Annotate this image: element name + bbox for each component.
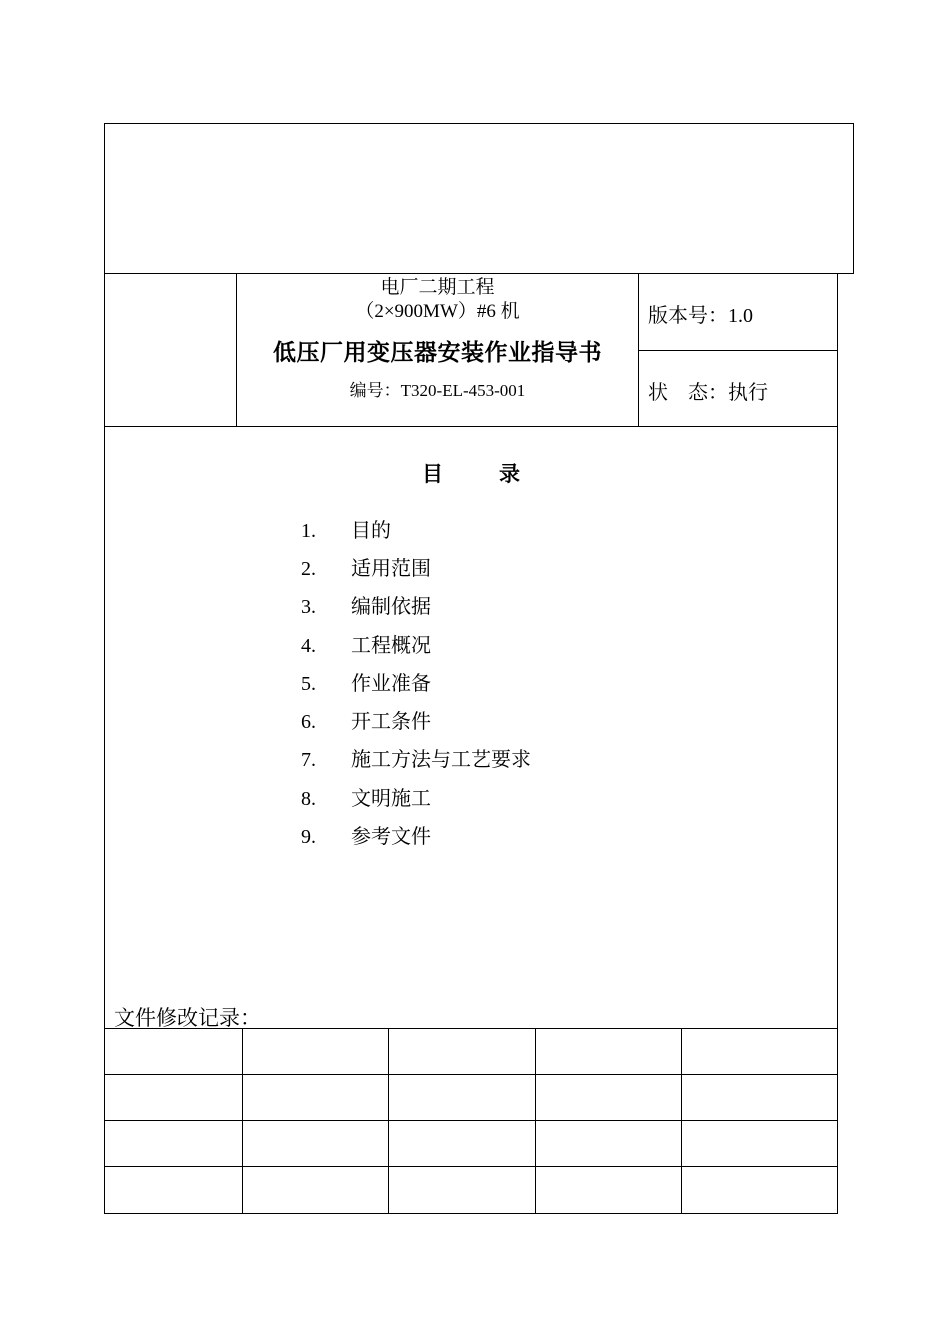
toc-list: 1. 目的 2. 适用范围 3. 编制依据 4. 工程概况 5. 作业准备 6. 开工条件 7. 施工方法与工艺要求 8. 文明施工 9. 参考文件 [301, 520, 531, 848]
document-code: 编号：T320-EL-453-001 [349, 381, 526, 400]
toc-title: 目录 [422, 462, 576, 486]
revision-record-label: 文件修改记录： [114, 1006, 261, 1030]
table-row [104, 1028, 838, 1074]
table-row [104, 1120, 838, 1166]
table-row [104, 1074, 838, 1120]
table-row [104, 1166, 838, 1213]
project-name: 电厂二期工程 [380, 277, 495, 298]
unit-spec: （2×900MW）#6 机 [355, 301, 520, 322]
version-number: 版本号：1.0 [648, 305, 753, 327]
revision-table [104, 1028, 838, 1214]
header-title-block [237, 276, 638, 426]
document-status: 状 态：执行 [648, 382, 768, 404]
document-title: 低压厂用变压器安装作业指导书 [273, 340, 602, 365]
